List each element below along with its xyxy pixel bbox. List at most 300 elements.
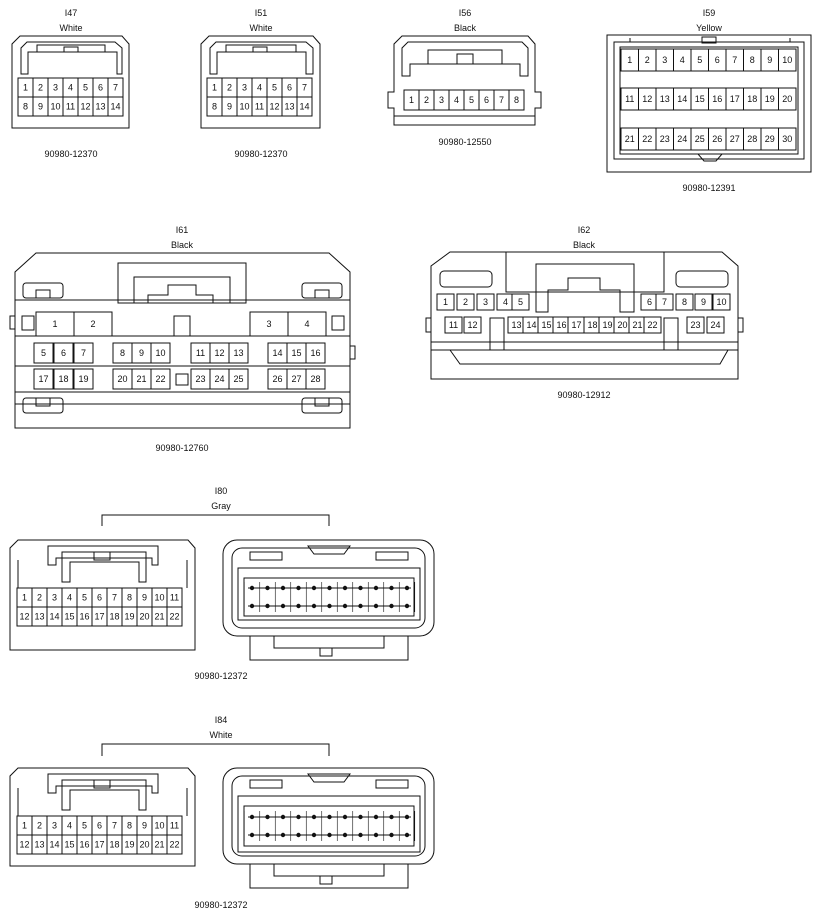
i84-pin-9 xyxy=(137,816,152,835)
i47-part-number: 90980-12370 xyxy=(44,149,98,159)
svg-text:9: 9 xyxy=(700,297,707,308)
i61-pin-9 xyxy=(132,343,151,363)
svg-text:7: 7 xyxy=(111,592,118,603)
i61-color: Black xyxy=(170,240,194,250)
i62-pin-5 xyxy=(512,294,529,310)
i62-pin-9 xyxy=(695,294,712,310)
i59-pin-22 xyxy=(639,128,657,150)
i51-pin-grid xyxy=(207,78,312,116)
svg-text:13: 13 xyxy=(284,101,295,112)
i62-pin-24 xyxy=(707,317,724,333)
svg-text:7: 7 xyxy=(112,82,119,93)
i61-part-number: 90980-12760 xyxy=(155,443,209,453)
i84-pin-14 xyxy=(47,835,62,854)
svg-text:1: 1 xyxy=(627,55,633,66)
i84-pin-16 xyxy=(77,835,92,854)
svg-text:12: 12 xyxy=(80,101,91,112)
i59-pin-1 xyxy=(621,49,639,71)
i84-pin-4 xyxy=(62,816,77,835)
svg-text:11: 11 xyxy=(625,94,635,105)
svg-text:5: 5 xyxy=(81,592,88,603)
svg-text:28: 28 xyxy=(310,374,321,385)
svg-text:8: 8 xyxy=(681,297,688,308)
i61-pin-13 xyxy=(229,343,248,363)
i61-pin-23 xyxy=(191,369,210,389)
svg-text:12: 12 xyxy=(19,611,30,622)
i80-pin-11 xyxy=(167,588,182,607)
i47-pin-10 xyxy=(48,97,63,116)
i59-id: I59 xyxy=(702,8,716,18)
i51-pin-11 xyxy=(252,97,267,116)
i84-pin-3 xyxy=(47,816,62,835)
i59-pin-20 xyxy=(779,88,797,110)
i47-pin-4 xyxy=(63,78,78,97)
i51-pin-1 xyxy=(207,78,222,97)
i61-pin-25 xyxy=(229,369,248,389)
i62-pin-22 xyxy=(644,317,661,333)
i80-male-connector-body xyxy=(223,540,434,660)
svg-text:3: 3 xyxy=(52,82,59,93)
i56-pin-1 xyxy=(404,90,419,110)
svg-text:16: 16 xyxy=(79,839,90,850)
i84-pin-11 xyxy=(167,816,182,835)
svg-text:27: 27 xyxy=(729,134,740,145)
svg-text:8: 8 xyxy=(211,101,218,112)
i61-id: I61 xyxy=(175,225,189,235)
i59-pin-15 xyxy=(691,88,709,110)
i51-color: White xyxy=(249,23,273,33)
i56-id: I56 xyxy=(458,8,472,18)
i62-pin-18 xyxy=(584,317,601,333)
i59-pin-27 xyxy=(726,128,744,150)
i84-pin-19 xyxy=(122,835,137,854)
i56-connector-body xyxy=(388,36,541,125)
i62-part-number: 90980-12912 xyxy=(557,390,611,400)
i59-pin-14 xyxy=(674,88,692,110)
i59-pin-2 xyxy=(639,49,657,71)
i62-pin-10 xyxy=(713,294,730,310)
i47-pin-8 xyxy=(18,97,33,116)
svg-text:10: 10 xyxy=(154,592,165,603)
svg-text:4: 4 xyxy=(502,297,509,308)
i61-pin-10 xyxy=(151,343,170,363)
i56-pin-3 xyxy=(434,90,449,110)
i80-pin-6 xyxy=(92,588,107,607)
i61-pin-19 xyxy=(74,369,93,389)
svg-text:1: 1 xyxy=(211,82,218,93)
i56-pin-2 xyxy=(419,90,434,110)
svg-text:6: 6 xyxy=(714,55,720,66)
i56-part-number: 90980-12550 xyxy=(438,137,492,147)
i59-pin-6 xyxy=(709,49,727,71)
i51-part-number: 90980-12370 xyxy=(234,149,288,159)
i61-connector-body xyxy=(10,253,355,428)
i84-color: White xyxy=(209,730,233,740)
i51-pin-3 xyxy=(237,78,252,97)
svg-text:12: 12 xyxy=(214,348,225,359)
i61-pin-17 xyxy=(34,369,53,389)
i62-id: I62 xyxy=(577,225,591,235)
i80-pin-2 xyxy=(32,588,47,607)
i80-part-number: 90980-12372 xyxy=(194,671,248,681)
svg-text:13: 13 xyxy=(511,320,522,331)
svg-text:18: 18 xyxy=(58,374,69,385)
i62-pin-14 xyxy=(523,317,540,333)
svg-text:1: 1 xyxy=(21,592,28,603)
svg-text:15: 15 xyxy=(694,94,705,105)
i80-color: Gray xyxy=(211,501,231,511)
i62-connector-body xyxy=(426,252,743,379)
svg-text:16: 16 xyxy=(556,320,567,331)
svg-text:8: 8 xyxy=(119,348,126,359)
i51-pin-14 xyxy=(297,97,312,116)
i84-pin-15 xyxy=(62,835,77,854)
svg-text:9: 9 xyxy=(141,820,148,831)
svg-text:5: 5 xyxy=(40,348,47,359)
i80-pin-8 xyxy=(122,588,137,607)
svg-text:3: 3 xyxy=(438,95,445,106)
svg-text:7: 7 xyxy=(111,820,118,831)
svg-text:22: 22 xyxy=(647,320,658,331)
i56-pin-6 xyxy=(479,90,494,110)
i59-pin-9 xyxy=(761,49,779,71)
svg-text:2: 2 xyxy=(423,95,430,106)
i62-pin-4 xyxy=(497,294,514,310)
i59-pin-8 xyxy=(744,49,762,71)
i51-pin-10 xyxy=(237,97,252,116)
svg-text:18: 18 xyxy=(109,611,120,622)
i80-pin-3 xyxy=(47,588,62,607)
svg-text:2: 2 xyxy=(90,319,96,330)
i59-pin-28 xyxy=(744,128,762,150)
svg-text:5: 5 xyxy=(468,95,475,106)
i62-pin-13 xyxy=(508,317,525,333)
svg-text:17: 17 xyxy=(571,320,582,331)
svg-text:18: 18 xyxy=(109,839,120,850)
svg-text:16: 16 xyxy=(79,611,90,622)
i56-pin-7 xyxy=(494,90,509,110)
i47-pin-9 xyxy=(33,97,48,116)
i51-pin-6 xyxy=(282,78,297,97)
i61-pin-11 xyxy=(191,343,210,363)
svg-text:19: 19 xyxy=(124,839,135,850)
svg-text:2: 2 xyxy=(36,820,43,831)
i62-pin-17 xyxy=(568,317,585,333)
i80-pair-bracket xyxy=(102,515,329,526)
svg-text:21: 21 xyxy=(632,320,643,331)
svg-text:24: 24 xyxy=(710,320,721,331)
i80-pin-13 xyxy=(32,607,47,626)
i47-id: I47 xyxy=(64,8,78,18)
i61-pin-3 xyxy=(250,312,288,336)
svg-text:11: 11 xyxy=(448,320,459,331)
svg-text:13: 13 xyxy=(659,94,670,105)
i80-pin-16 xyxy=(77,607,92,626)
svg-text:1: 1 xyxy=(21,820,28,831)
i80-pin-14 xyxy=(47,607,62,626)
svg-text:29: 29 xyxy=(764,134,775,145)
svg-text:11: 11 xyxy=(195,348,206,359)
svg-text:30: 30 xyxy=(782,134,793,145)
i84-male-pin-grid xyxy=(244,811,415,841)
i80-pin-10 xyxy=(152,588,167,607)
i56-pin-5 xyxy=(464,90,479,110)
svg-text:11: 11 xyxy=(254,101,265,112)
i47-pin-13 xyxy=(93,97,108,116)
svg-text:26: 26 xyxy=(712,134,723,145)
i80-pin-22 xyxy=(167,607,182,626)
i56-color: Black xyxy=(453,23,477,33)
svg-text:6: 6 xyxy=(96,820,103,831)
svg-text:15: 15 xyxy=(64,611,75,622)
i80-pin-9 xyxy=(137,588,152,607)
i80-pin-19 xyxy=(122,607,137,626)
svg-text:19: 19 xyxy=(78,374,89,385)
i62-pin-21 xyxy=(629,317,646,333)
svg-text:13: 13 xyxy=(34,839,45,850)
i59-pin-24 xyxy=(674,128,692,150)
svg-text:27: 27 xyxy=(291,374,302,385)
i62-pin-12 xyxy=(464,317,481,333)
i59-pin-grid xyxy=(621,49,796,150)
i62-pin-8 xyxy=(676,294,693,310)
svg-text:19: 19 xyxy=(764,94,775,105)
i80-id: I80 xyxy=(214,486,228,496)
i61-pin-4 xyxy=(288,312,326,336)
svg-text:11: 11 xyxy=(65,101,76,112)
svg-text:17: 17 xyxy=(94,839,105,850)
i62-pin-16 xyxy=(553,317,570,333)
svg-text:22: 22 xyxy=(169,611,180,622)
svg-text:2: 2 xyxy=(37,82,44,93)
i80-pin-15 xyxy=(62,607,77,626)
svg-text:10: 10 xyxy=(782,55,793,66)
svg-text:11: 11 xyxy=(169,820,180,831)
i62-pin-11 xyxy=(445,317,462,333)
svg-text:5: 5 xyxy=(517,297,524,308)
svg-text:12: 12 xyxy=(467,320,478,331)
svg-text:3: 3 xyxy=(51,820,58,831)
svg-text:20: 20 xyxy=(139,839,150,850)
i61-pin-14 xyxy=(268,343,287,363)
svg-text:17: 17 xyxy=(729,94,740,105)
i47-pin-6 xyxy=(93,78,108,97)
svg-text:8: 8 xyxy=(126,820,133,831)
svg-text:17: 17 xyxy=(38,374,49,385)
svg-text:5: 5 xyxy=(271,82,278,93)
i61-pin-16 xyxy=(306,343,325,363)
svg-text:25: 25 xyxy=(694,134,705,145)
i61-pin-26 xyxy=(268,369,287,389)
svg-text:4: 4 xyxy=(304,319,310,330)
svg-text:8: 8 xyxy=(749,55,755,66)
svg-text:15: 15 xyxy=(541,320,552,331)
i80-pin-17 xyxy=(92,607,107,626)
i80-male-pin-grid xyxy=(244,582,415,612)
i59-pin-29 xyxy=(761,128,779,150)
svg-text:3: 3 xyxy=(482,297,489,308)
i80-female-pin-grid xyxy=(17,588,182,626)
i62-pin-20 xyxy=(614,317,631,333)
svg-text:1: 1 xyxy=(442,297,449,308)
svg-text:15: 15 xyxy=(291,348,302,359)
i56-pin-8 xyxy=(509,90,524,110)
svg-text:9: 9 xyxy=(138,348,145,359)
svg-text:8: 8 xyxy=(126,592,133,603)
i80-pin-18 xyxy=(107,607,122,626)
svg-text:22: 22 xyxy=(642,134,653,145)
svg-text:9: 9 xyxy=(767,55,773,66)
svg-text:21: 21 xyxy=(154,611,165,622)
i80-pin-4 xyxy=(62,588,77,607)
svg-text:9: 9 xyxy=(226,101,233,112)
i59-pin-21 xyxy=(621,128,639,150)
i51-pin-7 xyxy=(297,78,312,97)
svg-text:24: 24 xyxy=(677,134,688,145)
i59-pin-11 xyxy=(621,88,639,110)
svg-text:20: 20 xyxy=(617,320,628,331)
svg-text:10: 10 xyxy=(154,820,165,831)
i61-pin-18 xyxy=(54,369,73,389)
i84-pin-12 xyxy=(17,835,32,854)
i61-pin-8 xyxy=(113,343,132,363)
i51-pin-2 xyxy=(222,78,237,97)
i80-pin-12 xyxy=(17,607,32,626)
i62-color: Black xyxy=(572,240,596,250)
svg-text:2: 2 xyxy=(462,297,469,308)
svg-text:10: 10 xyxy=(716,297,727,308)
svg-text:14: 14 xyxy=(677,94,688,105)
i59-pin-3 xyxy=(656,49,674,71)
i59-pin-17 xyxy=(726,88,744,110)
i80-pin-7 xyxy=(107,588,122,607)
i61-pin-21 xyxy=(132,369,151,389)
svg-text:22: 22 xyxy=(155,374,166,385)
i51-pin-9 xyxy=(222,97,237,116)
i51-id: I51 xyxy=(254,8,268,18)
i61-pin-12 xyxy=(210,343,229,363)
i59-pin-25 xyxy=(691,128,709,150)
i62-pin-grid xyxy=(437,294,730,333)
svg-text:12: 12 xyxy=(642,94,653,105)
i59-pin-16 xyxy=(709,88,727,110)
svg-text:12: 12 xyxy=(19,839,30,850)
svg-text:20: 20 xyxy=(139,611,150,622)
i47-pin-7 xyxy=(108,78,123,97)
i51-pin-5 xyxy=(267,78,282,97)
i62-pin-1 xyxy=(437,294,454,310)
i61-pin-5 xyxy=(34,343,53,363)
svg-text:18: 18 xyxy=(747,94,758,105)
svg-text:24: 24 xyxy=(214,374,225,385)
svg-text:10: 10 xyxy=(50,101,61,112)
svg-text:7: 7 xyxy=(498,95,505,106)
i47-pin-1 xyxy=(18,78,33,97)
i56-pin-grid xyxy=(404,90,524,110)
svg-text:6: 6 xyxy=(96,592,103,603)
svg-text:16: 16 xyxy=(712,94,723,105)
i61-pin-15 xyxy=(287,343,306,363)
svg-text:14: 14 xyxy=(49,611,60,622)
i61-pin-7 xyxy=(74,343,93,363)
svg-text:18: 18 xyxy=(587,320,598,331)
svg-text:21: 21 xyxy=(136,374,147,385)
i61-pin-2 xyxy=(74,312,112,336)
i59-part-number: 90980-12391 xyxy=(682,183,736,193)
svg-text:23: 23 xyxy=(195,374,206,385)
i62-pin-15 xyxy=(538,317,555,333)
svg-text:2: 2 xyxy=(226,82,233,93)
svg-text:3: 3 xyxy=(266,319,272,330)
i84-part-number: 90980-12372 xyxy=(194,900,248,910)
i84-pin-21 xyxy=(152,835,167,854)
i62-pin-19 xyxy=(599,317,616,333)
i84-pin-8 xyxy=(122,816,137,835)
i59-pin-19 xyxy=(761,88,779,110)
i80-pin-1 xyxy=(17,588,32,607)
i47-pin-3 xyxy=(48,78,63,97)
svg-text:14: 14 xyxy=(272,348,283,359)
svg-text:21: 21 xyxy=(154,839,165,850)
i59-pin-26 xyxy=(709,128,727,150)
svg-text:10: 10 xyxy=(239,101,250,112)
i47-pin-2 xyxy=(33,78,48,97)
i62-pin-6 xyxy=(641,294,658,310)
svg-text:7: 7 xyxy=(80,348,87,359)
svg-text:1: 1 xyxy=(22,82,29,93)
svg-text:5: 5 xyxy=(697,55,703,66)
svg-text:7: 7 xyxy=(732,55,738,66)
svg-text:9: 9 xyxy=(37,101,44,112)
i47-pin-5 xyxy=(78,78,93,97)
svg-text:6: 6 xyxy=(646,297,653,308)
svg-text:26: 26 xyxy=(272,374,283,385)
svg-text:13: 13 xyxy=(95,101,106,112)
svg-text:14: 14 xyxy=(49,839,60,850)
i80-pin-21 xyxy=(152,607,167,626)
svg-text:2: 2 xyxy=(36,592,43,603)
svg-text:6: 6 xyxy=(483,95,490,106)
i56-pin-4 xyxy=(449,90,464,110)
svg-text:17: 17 xyxy=(94,611,105,622)
svg-text:6: 6 xyxy=(286,82,293,93)
svg-text:19: 19 xyxy=(602,320,613,331)
i62-pin-3 xyxy=(477,294,494,310)
svg-text:23: 23 xyxy=(659,134,670,145)
i84-pin-2 xyxy=(32,816,47,835)
svg-text:13: 13 xyxy=(233,348,244,359)
i61-pin-1 xyxy=(36,312,74,336)
i61-pin-24 xyxy=(210,369,229,389)
i84-female-pin-grid xyxy=(17,816,182,854)
svg-text:4: 4 xyxy=(66,820,73,831)
svg-text:7: 7 xyxy=(301,82,308,93)
i59-pin-4 xyxy=(674,49,692,71)
svg-text:7: 7 xyxy=(661,297,668,308)
svg-text:5: 5 xyxy=(82,82,89,93)
i59-pin-30 xyxy=(779,128,797,150)
svg-text:20: 20 xyxy=(117,374,128,385)
svg-text:2: 2 xyxy=(644,55,650,66)
svg-text:14: 14 xyxy=(526,320,537,331)
svg-text:6: 6 xyxy=(60,348,67,359)
i84-pin-22 xyxy=(167,835,182,854)
svg-text:4: 4 xyxy=(256,82,263,93)
svg-text:20: 20 xyxy=(782,94,793,105)
i84-pin-20 xyxy=(137,835,152,854)
svg-text:1: 1 xyxy=(52,319,58,330)
i51-pin-13 xyxy=(282,97,297,116)
